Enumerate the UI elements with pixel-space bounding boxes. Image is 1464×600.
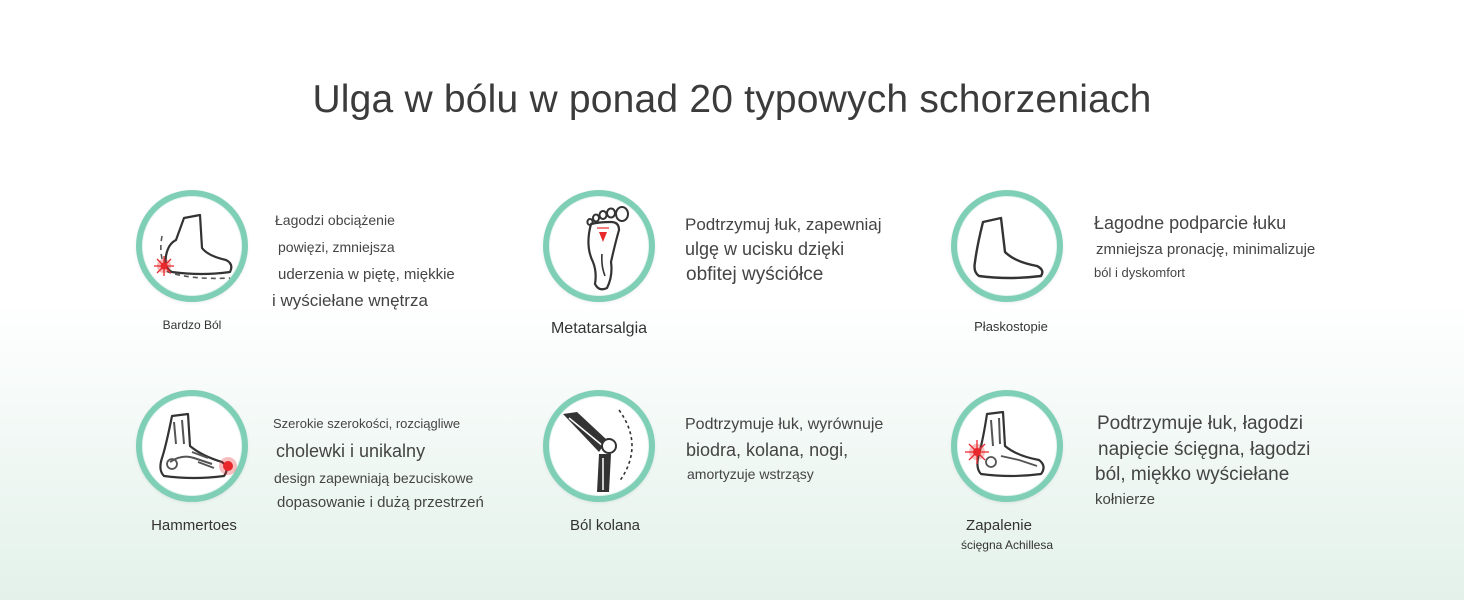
item-description-line: Łagodne podparcie łuku bbox=[1094, 213, 1287, 233]
item-description-line: Łagodzi obciążenie bbox=[275, 212, 395, 228]
item-description-line: ból i dyskomfort bbox=[1094, 265, 1186, 280]
forefoot-pain-footprint-icon bbox=[543, 190, 655, 302]
toe-pain-foot-icon bbox=[136, 390, 248, 502]
item-description-line: powięzi, zmniejsza bbox=[278, 239, 395, 255]
item-label: Zapalenie bbox=[966, 517, 1032, 534]
item-description-line: dopasowanie i dużą przestrzeń bbox=[277, 494, 484, 511]
flat-foot-icon bbox=[951, 190, 1063, 302]
item-description-line: kołnierze bbox=[1095, 491, 1156, 508]
item-description-line: cholewki i unikalny bbox=[276, 441, 426, 461]
item-description-line: obfitej wyściółce bbox=[686, 264, 824, 285]
item-description-line: uderzenia w piętę, miękkie bbox=[278, 266, 455, 283]
item-description-line: zmniejsza pronację, minimalizuje bbox=[1096, 241, 1316, 258]
item-description-line: amortyzuje wstrząsy bbox=[687, 466, 814, 482]
item-label-line2: ścięgna Achillesa bbox=[960, 538, 1054, 552]
knee-joint-icon bbox=[543, 390, 655, 502]
item-description-line: Podtrzymuj łuk, zapewniaj bbox=[685, 215, 882, 234]
item-description-line: biodra, kolana, nogi, bbox=[686, 440, 849, 460]
page-title: Ulga w bólu w ponad 20 typowych schorzeniach bbox=[312, 78, 1152, 121]
item-description-line: ulgę w ucisku dzięki bbox=[685, 239, 845, 259]
item-description-line: design zapewniają bezuciskowe bbox=[274, 470, 474, 486]
item-label: Metatarsalgia bbox=[550, 320, 648, 337]
item-description-line: ból, miękko wyściełane bbox=[1095, 464, 1290, 485]
item-label: Ból kolana bbox=[569, 517, 641, 534]
item-label: Płaskostopie bbox=[974, 319, 1048, 334]
item-description-line: Podtrzymuje łuk, łagodzi bbox=[1097, 413, 1303, 434]
achilles-pain-foot-icon bbox=[951, 390, 1063, 502]
item-description-line: Podtrzymuje łuk, wyrównuje bbox=[685, 416, 884, 433]
heel-pain-foot-icon bbox=[136, 190, 248, 302]
item-label: Bardzo Ból bbox=[162, 318, 222, 332]
item-description-line: Szerokie szerokości, rozciągliwe bbox=[273, 416, 461, 431]
item-description-line: i wyściełane wnętrza bbox=[272, 291, 428, 310]
item-description-line: napięcie ścięgna, łagodzi bbox=[1098, 439, 1311, 460]
item-label: Hammertoes bbox=[151, 517, 237, 534]
